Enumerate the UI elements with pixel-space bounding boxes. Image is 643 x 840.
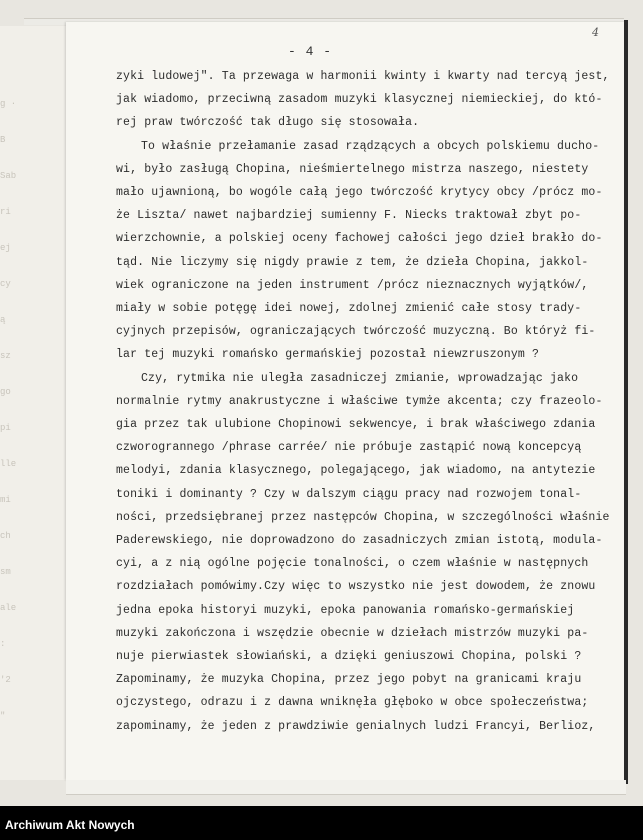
text-line: lar tej muzyki romańsko germańskiej pozostał niewzruszonym ? bbox=[116, 348, 540, 362]
archive-label: Archiwum Akt Nowych bbox=[5, 818, 135, 832]
text-line: mało ujawnioną, bo wogóle całą jego twórczość krytycy obcy /prócz mo- bbox=[116, 186, 603, 199]
text-line: muzyki zakończona i wszędzie obecnie w dziełach mistrzów muzyki pa- bbox=[116, 626, 589, 640]
text-line: zyki ludowej". Ta przewaga w harmonii kwinty i kwarty nad tercyą jest, bbox=[116, 70, 610, 83]
underlying-page-bleed: g · B Sab ri ej cy ą sz go pi lle mi ch sm ale : '2 " bbox=[0, 99, 17, 721]
text-line: że Liszta/ nawet najbardziej sumienny F. Niecks traktował zbyt po- bbox=[116, 209, 582, 223]
text-line: ności, przedsiębranej przez następców Chopina, w szczególności właśnie bbox=[116, 510, 610, 524]
text-line: jak wiadomo, przeciwną zasadom muzyki klasycznej niemieckiej, do któ- bbox=[116, 93, 603, 107]
text-line: nuje pierwiastek słowiański, a dzięki geniuszowi Chopina, polski ? bbox=[116, 650, 582, 663]
text-line: melodyi, zdania klasycznego, polegającego, jak wiadomo, na antytezie bbox=[116, 464, 596, 478]
text-line: cyi, a z nią ogólne pojęcie tonalności, o czem właśnie w następnych bbox=[116, 557, 589, 571]
archive-footer bbox=[0, 806, 643, 840]
text-line: normalnie rytmy anakrustyczne i właściwe tymże akcenta; czy frazeolo- bbox=[116, 394, 603, 408]
text-line: To właśnie przełamanie zasad rządzących a obcych polskiemu ducho- bbox=[141, 139, 600, 153]
text-line: Zapominamy, że muzyka Chopina, przez jego pobyt na granicami kraju bbox=[116, 673, 582, 687]
text-line: miały w sobie potęgę idei nowej, zdolnej zmienić całe stosy trady- bbox=[116, 302, 582, 315]
text-line: Paderewskiego, nie doprowadzono do zasadniczych zmian istotą, modula- bbox=[116, 534, 603, 547]
text-line: zapominamy, że jeden z prawdziwie genialnych ludzi Francyi, Berlioz, bbox=[116, 719, 596, 733]
text-line: Czy, rytmika nie uległa zasadniczej zmianie, wprowadzając jako bbox=[141, 371, 579, 385]
text-line: rozdziałach pomówimy.Czy więc to wszystko nie jest dowodem, że znowu bbox=[116, 580, 596, 594]
text-line: rej praw twórczość tak długo się stosowała. bbox=[116, 116, 420, 130]
archive-page-mark: 4 bbox=[592, 26, 599, 39]
text-line: wi, było zasługą Chopina, nieśmiertelnego mistrza naszego, niestety bbox=[116, 162, 589, 176]
text-line: czworogrannego /phrase carrée/ nie próbuje zastąpić nową koncepcyą bbox=[116, 441, 582, 455]
text-line: cyjnych przepisów, ograniczających twórczość muzyczną. Bo któryż fi- bbox=[116, 325, 596, 339]
page-stack-bottom bbox=[66, 780, 626, 795]
text-line: gia przez tak ulubione Chopinowi sekwencye, i brak właściwego zdania bbox=[116, 418, 596, 431]
text-line: wierzchownie, a polskiej oceny fachowej całości jego dzieł brakło do- bbox=[116, 232, 603, 246]
text-line: ojczystego, odrazu i z dawna wniknęła głęboko w obce społeczeństwa; bbox=[116, 696, 589, 710]
text-line: tąd. Nie liczymy się nigdy prawie z tem, że dzieła Chopina, jakkol- bbox=[116, 255, 589, 269]
page-right-border bbox=[624, 20, 628, 784]
text-line: jedna epoka historyi muzyki, epoka panowania romańsko-germańskiej bbox=[116, 603, 575, 617]
text-line: wiek ograniczone na jeden instrument /prócz nieznacznych wyjątków/, bbox=[116, 278, 589, 292]
page-number: - 4 - bbox=[288, 44, 333, 59]
underlying-page bbox=[0, 26, 71, 780]
text-line: toniki i dominanty ? Czy w dalszym ciągu pracy nad rozwojem tonal- bbox=[116, 487, 582, 501]
